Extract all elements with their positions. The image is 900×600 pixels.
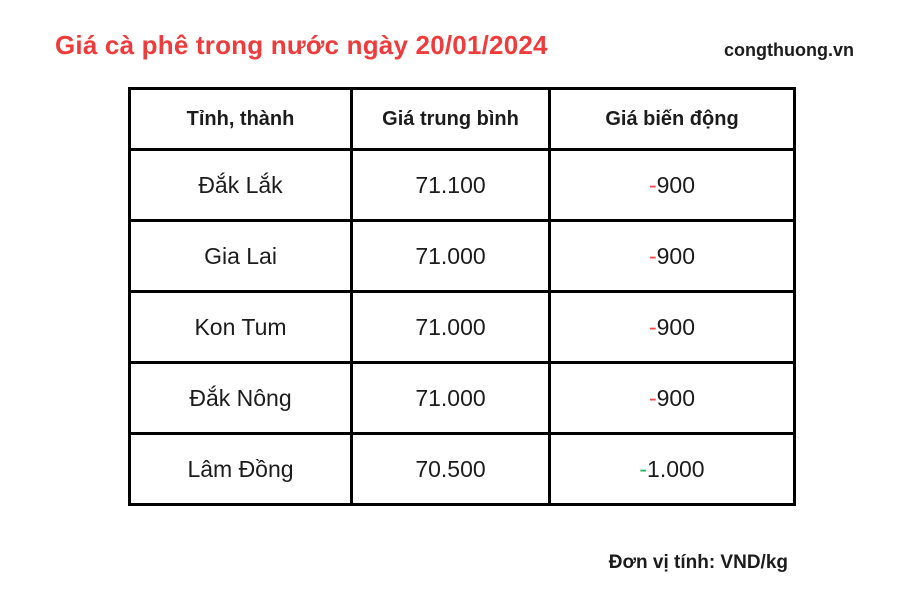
province-cell: Đắk Lắk xyxy=(130,150,352,221)
change-cell xyxy=(550,434,795,505)
avg-price-cell: 71.000 xyxy=(352,221,550,292)
table-row xyxy=(130,292,795,363)
province-cell: Lâm Đồng xyxy=(130,434,352,505)
page-title: Giá cà phê trong nước ngày 20/01/2024 xyxy=(55,30,548,60)
change-sign: - xyxy=(648,171,657,198)
column-header-avg-price: Giá trung bình xyxy=(352,89,550,150)
column-header-province: Tỉnh, thành xyxy=(130,89,352,150)
change-amount: 900 xyxy=(656,171,696,198)
avg-price-cell: 70.500 xyxy=(352,434,550,505)
table-row xyxy=(130,150,795,221)
unit-note: Đơn vị tính: VND/kg xyxy=(608,552,788,573)
price-table xyxy=(128,87,796,506)
change-cell xyxy=(550,292,795,363)
change-sign: - xyxy=(639,455,648,482)
avg-price-cell: 71.000 xyxy=(352,363,550,434)
table-header-row xyxy=(130,89,795,150)
change-amount: 1.000 xyxy=(647,455,705,482)
change-cell xyxy=(550,150,795,221)
table-row xyxy=(130,434,795,505)
avg-price-cell: 71.000 xyxy=(352,292,550,363)
change-cell xyxy=(550,221,795,292)
brand-logo: congthuong.vn xyxy=(724,40,854,60)
province-cell: Kon Tum xyxy=(130,292,352,363)
column-header-change: Giá biến động xyxy=(550,89,795,150)
change-cell xyxy=(550,363,795,434)
change-amount: 900 xyxy=(656,384,696,411)
avg-price-cell: 71.100 xyxy=(352,150,550,221)
change-sign: - xyxy=(648,313,657,340)
table-row xyxy=(130,221,795,292)
table-row xyxy=(130,363,795,434)
change-sign: - xyxy=(648,242,657,269)
change-amount: 900 xyxy=(656,242,696,269)
change-amount: 900 xyxy=(656,313,696,340)
province-cell: Đắk Nông xyxy=(130,363,352,434)
change-sign: - xyxy=(648,384,657,411)
province-cell: Gia Lai xyxy=(130,221,352,292)
